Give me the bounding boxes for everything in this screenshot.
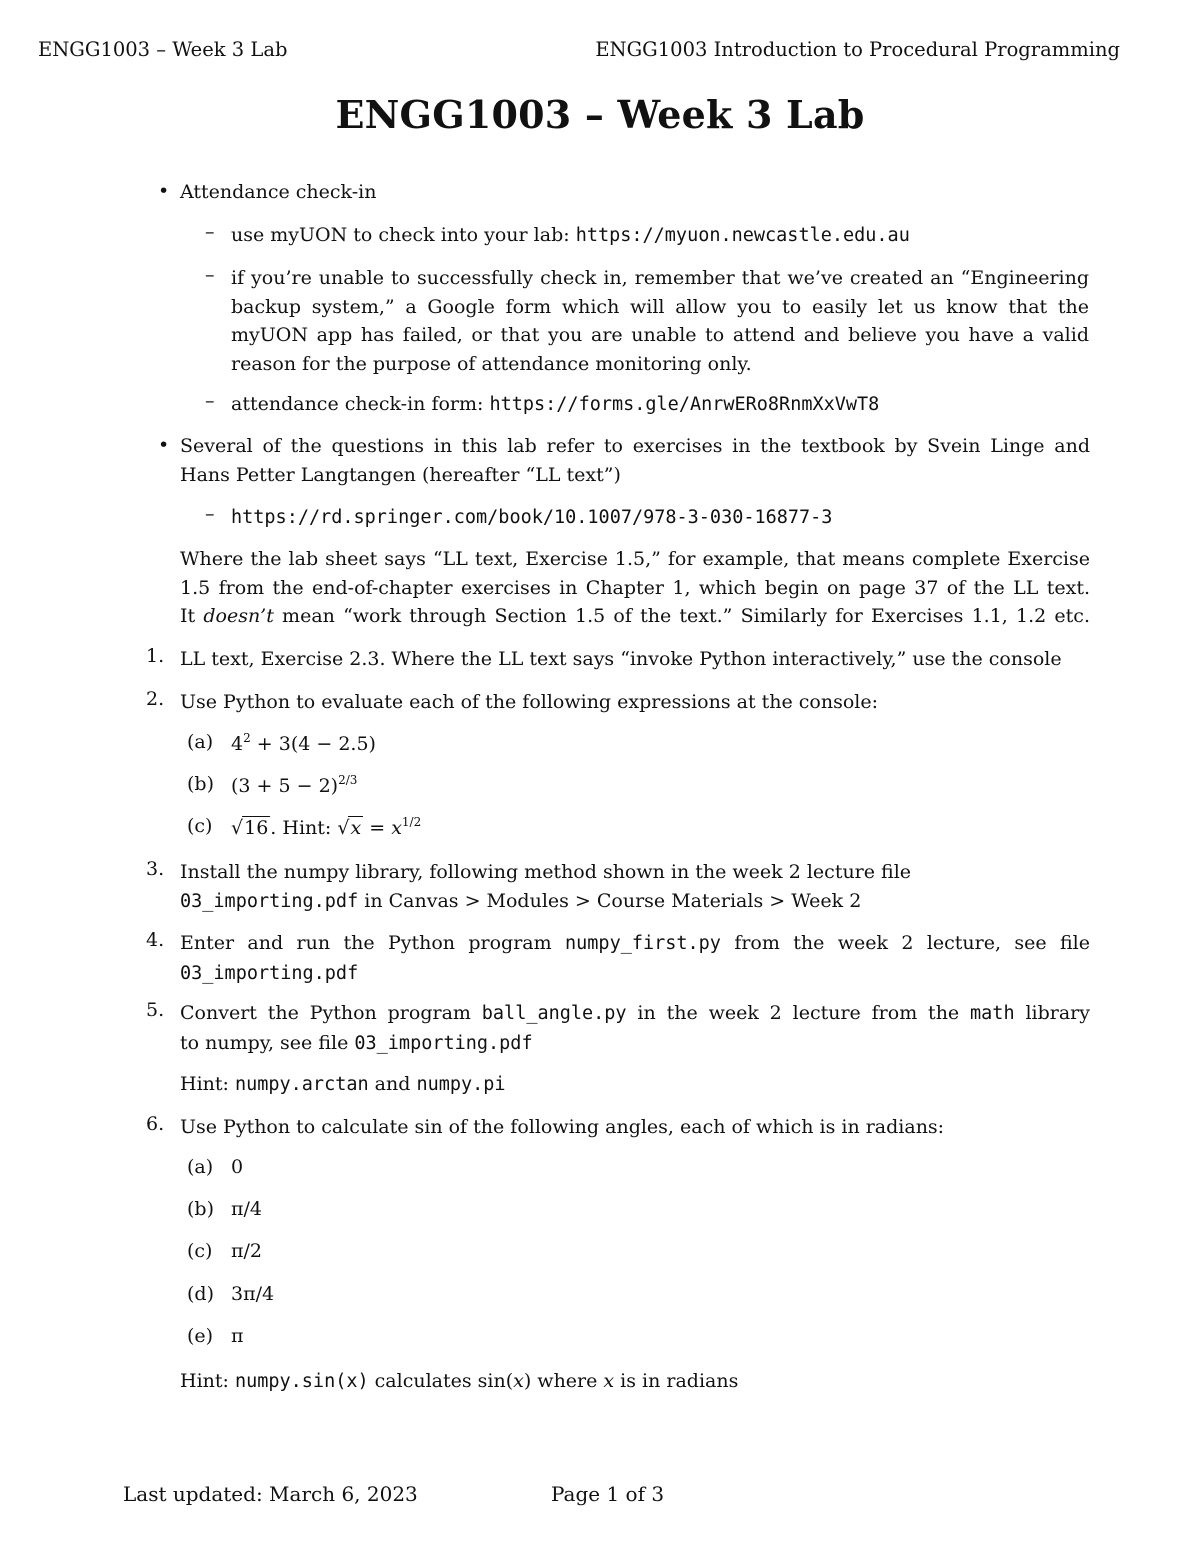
text-fragment: calculates sin( [368,1370,514,1392]
text-line: myUON app has failed, or that you are unable to attend and believe you have a valid [231,324,1089,346]
angle-value: π/2 [231,1240,262,1262]
subitem-label: (c) [187,1240,213,1262]
dash-icon: – [205,390,215,412]
question-number: 4. [146,929,165,951]
bullet-icon: • [158,180,170,202]
program-name: ball_angle.py [481,1003,627,1024]
question-1: LL text, Exercise 2.3. Where the LL text says “invoke Python interactively,” use the console [180,648,1062,670]
library-name: math [970,1003,1015,1024]
last-updated: Last updated: March 6, 2023 [123,1482,418,1506]
text-fragment: ) where [523,1370,604,1392]
dash-icon: – [205,264,215,286]
text-line: if you’re unable to successfully check in, remember that we’ve created an “Engineering [231,267,1089,289]
math-variable: x [513,1370,524,1392]
subitem-label: (a) [187,1156,214,1178]
expression-c: √16 . Hint: $√x = x^{1/2}$ [231,815,422,839]
attendance-item-3 [231,390,1089,420]
file-name: 03_importing.pdf [180,962,359,984]
textbook-intro [180,432,1090,489]
text-line: backup system,” a Google form which will allow you to easily let us know that the [231,295,1089,318]
text-line [180,887,1090,917]
program-name: numpy_first.py [565,933,721,954]
text-line: 1.5 from the end-of-chapter exercises in Chapter 1, which begin on page 37 of the LL text. [180,576,1090,599]
text-fragment: mean “work through Section 1.5 of the text.” Similarly for Exercises 1.1, 1.2 etc. [273,605,1090,627]
text-line [180,999,1090,1029]
text-fragment: Enter and run the Python program [180,932,566,954]
angle-value: π/4 [231,1198,262,1220]
text-line [180,959,1090,989]
expression-a: $4^2 + 3(4 - 2.5)$ [231,731,376,755]
text-fragment: to numpy, see file [180,1031,355,1054]
page-title: ENGG1003 – Week 3 Lab [335,92,865,137]
text-fragment: from the week 2 lecture, see file [720,932,1090,954]
file-name: 03_importing.pdf [354,1032,533,1054]
text-fragment: in the week 2 lecture from the [626,1002,971,1024]
text-fragment: Convert the Python program [180,1002,482,1024]
question-number: 3. [146,858,165,880]
text-fragment: in Canvas > Modules > Course Materials > Week 2 [358,889,862,912]
expression-b: $(3 + 5 - 2)^{2/3}$ [231,773,358,797]
header-right: ENGG1003 Introduction to Procedural Programming [595,38,1120,61]
attendance-item-1 [231,221,1089,251]
subitem-label: (e) [187,1325,214,1347]
text-fragment: It [180,605,204,627]
text-line [180,602,1090,631]
question-3 [180,858,1090,916]
question-number: 2. [146,688,165,710]
attendance-item-2 [231,264,1089,378]
hint-label: Hint: [180,1073,235,1095]
question-4 [180,929,1090,988]
question-number: 5. [146,999,165,1021]
angle-value: 0 [231,1156,244,1178]
text-fragment: library [1014,1002,1090,1024]
text-fragment: and [368,1073,417,1095]
text-line [180,929,1090,959]
myuon-link[interactable]: https://myuon.newcastle.edu.au [575,225,910,246]
attendance-heading: Attendance check-in [180,181,377,203]
text-line: Several of the questions in this lab refer to exercises in the textbook by Svein Linge and [180,435,1090,457]
math-variable: x [603,1370,615,1392]
subitem-label: (d) [187,1283,214,1305]
text-line: Where the lab sheet says “LL text, Exercise 1.5,” for example, that means complete Exercise [180,548,1090,570]
dash-icon: – [205,503,215,525]
subitem-label: (c) [187,815,213,837]
attendance-form-link[interactable]: https://forms.gle/AnrwERo8RnmXxVwT8 [489,394,880,415]
subitem-label: (a) [187,731,214,753]
text-fragment: is in radians [614,1370,739,1392]
text-line: reason for the purpose of attendance monitoring only. [231,352,752,375]
attendance-item-3-text: attendance check-in form: [231,393,484,415]
page-number: Page 1 of 3 [551,1482,665,1506]
text-line: Hans Petter Langtangen (hereafter “LL text”) [180,463,621,486]
question-2: Use Python to evaluate each of the following expressions at the console: [180,691,879,713]
subitem-label: (b) [187,1198,214,1220]
code-fragment: numpy.sin(x) [234,1371,369,1392]
hint-label: Hint: [282,817,332,839]
question-6-hint [180,1367,1090,1397]
bullet-icon: • [158,434,170,456]
question-number: 6. [146,1113,165,1135]
code-fragment: numpy.pi [416,1074,506,1095]
file-name: 03_importing.pdf [180,890,359,912]
textbook-link-row [231,503,1089,533]
text-line: Install the numpy library, following method shown in the week 2 lecture file [180,861,912,883]
running-header [38,38,1120,68]
header-left: ENGG1003 – Week 3 Lab [38,38,288,61]
subitem-label: (b) [187,773,214,795]
question-5-hint [180,1070,1090,1100]
dash-icon: – [205,221,215,243]
emphasis: doesn’t [203,605,274,627]
text-line [180,1029,1090,1059]
question-number: 1. [146,645,165,667]
question-5 [180,999,1090,1058]
textbook-note [180,545,1090,631]
hint-label: Hint: [180,1370,235,1392]
attendance-item-1-text: use myUON to check into your lab: [231,224,570,246]
code-fragment: numpy.arctan [234,1074,369,1095]
textbook-link[interactable]: https://rd.springer.com/book/10.1007/978-3-030-16877-3 [231,507,833,528]
angle-value: 3π/4 [231,1283,275,1305]
question-6: Use Python to calculate sin of the following angles, each of which is in radians: [180,1116,945,1138]
angle-value: π [231,1325,244,1347]
